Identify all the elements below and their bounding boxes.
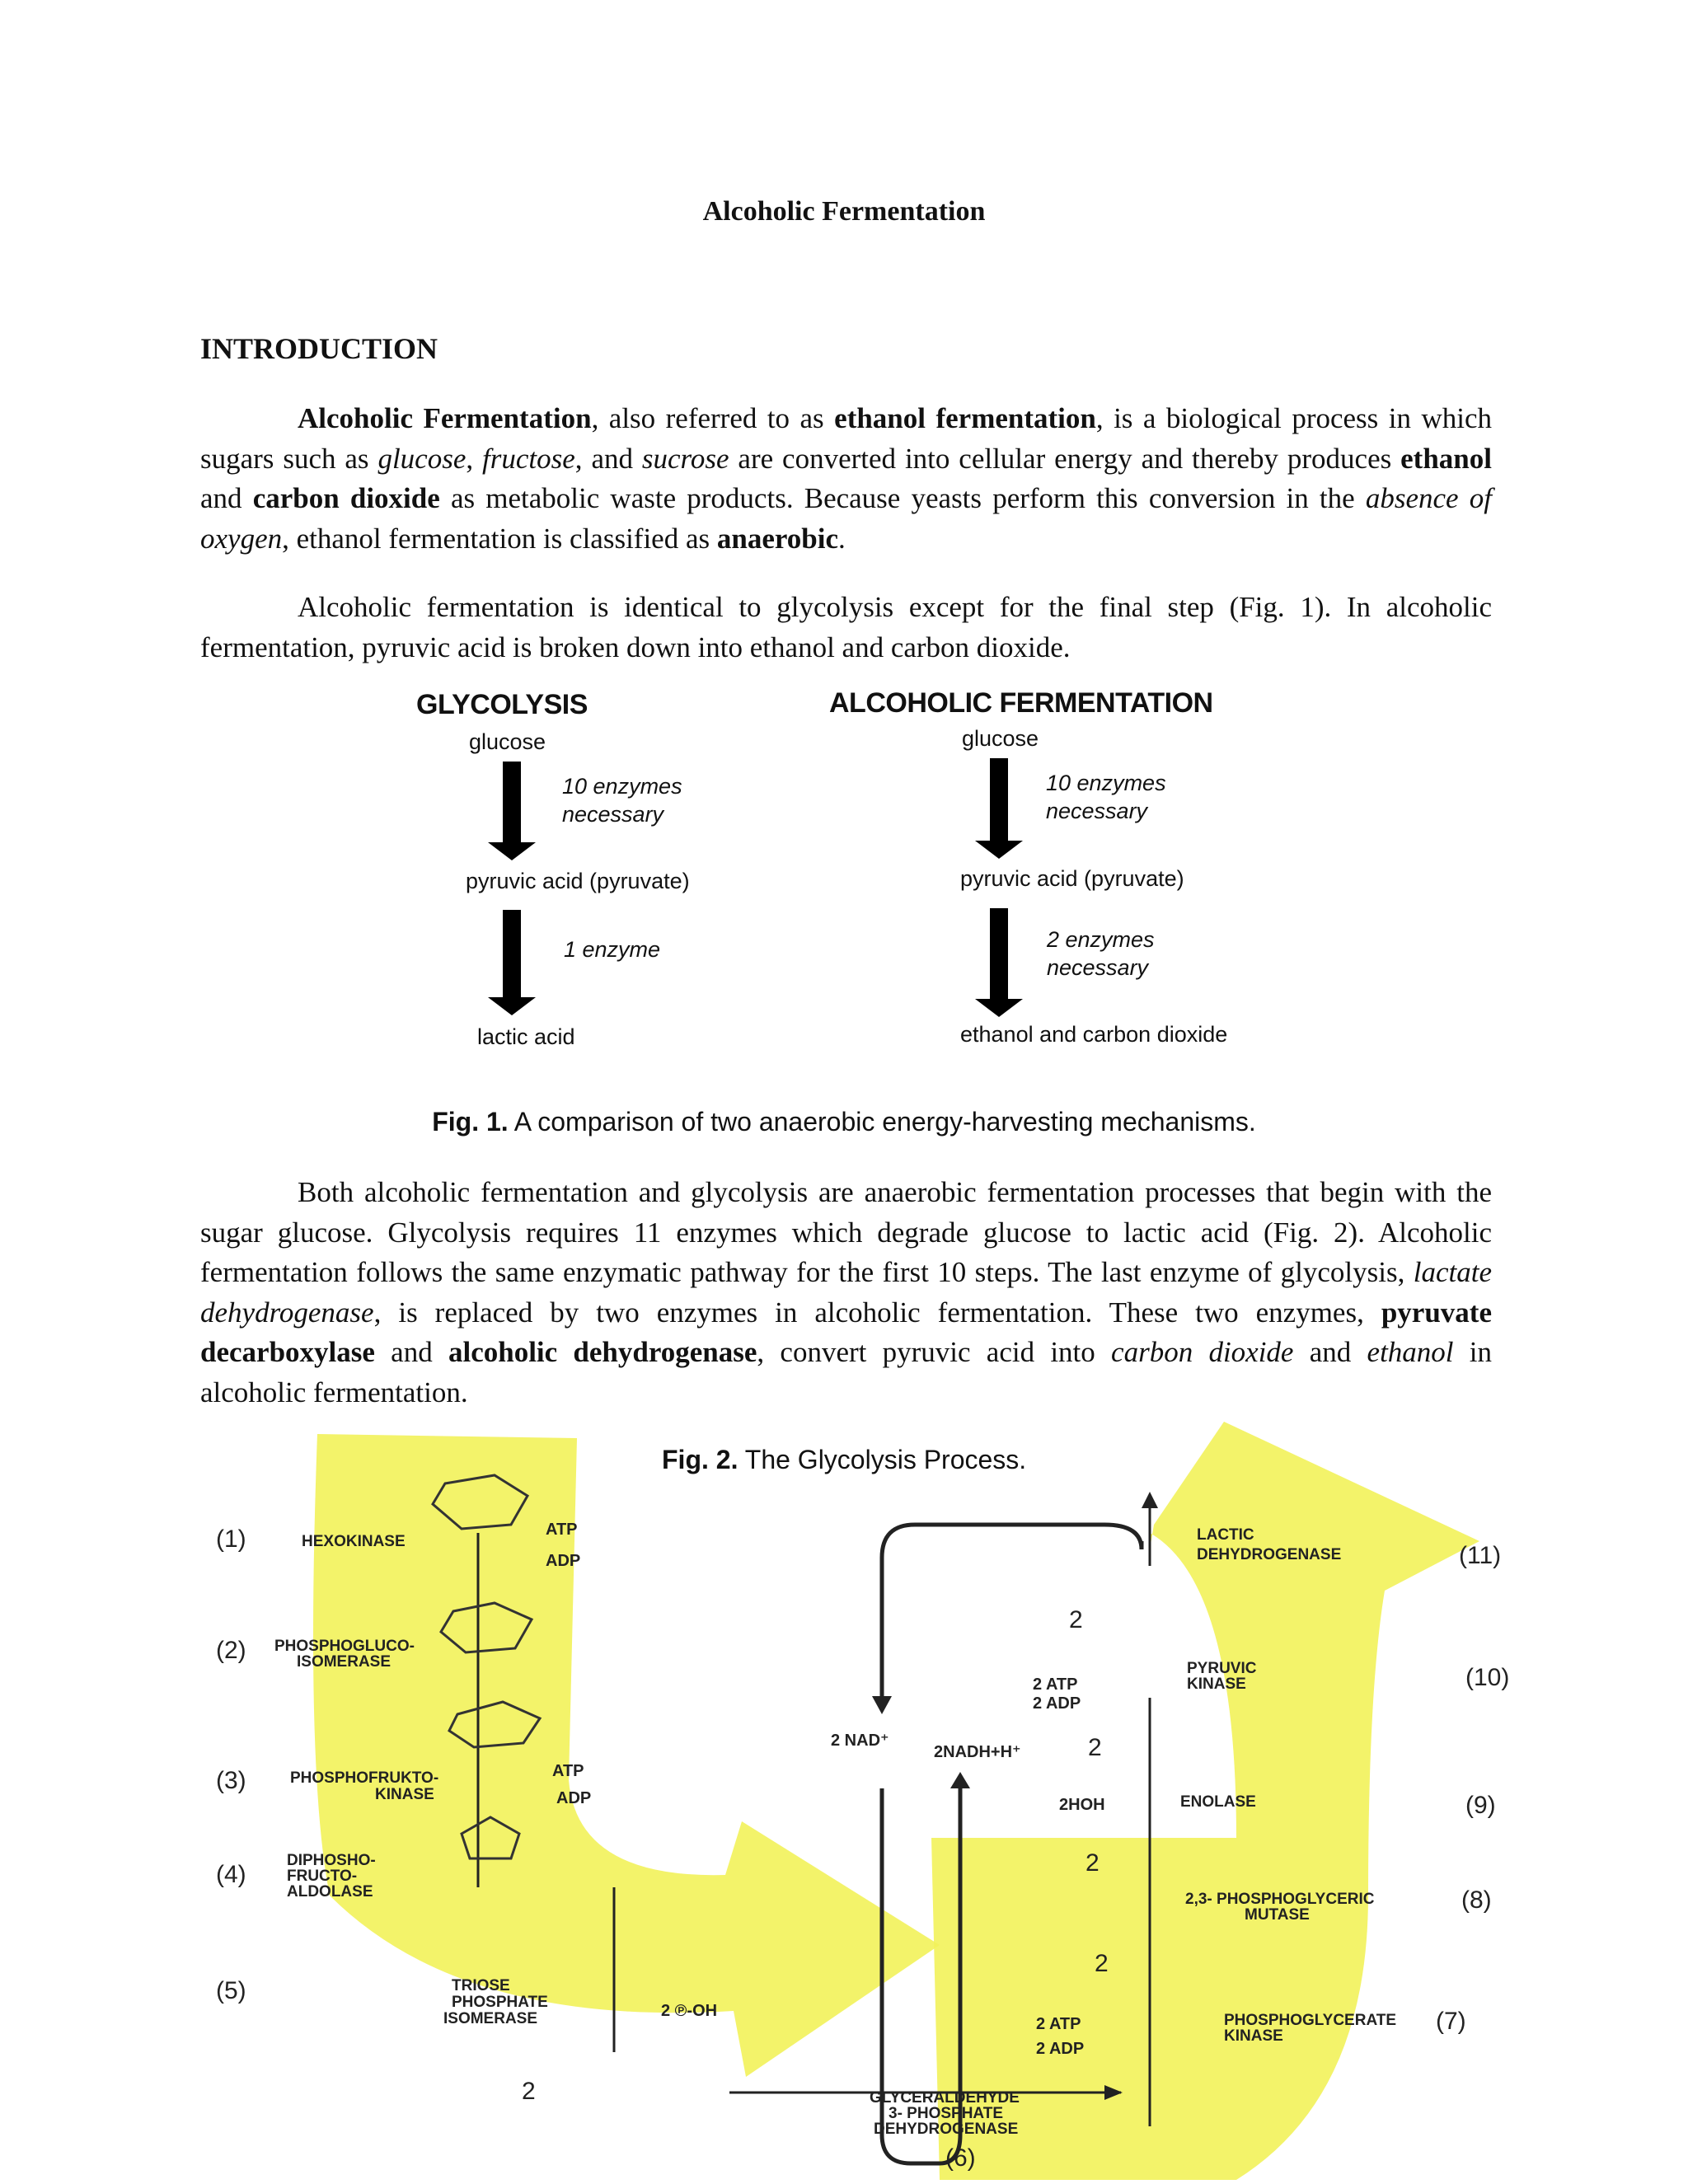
cofactor-atp: ATP: [546, 1521, 578, 1539]
enzyme-aldolase-2: FRUCTO-: [287, 1868, 358, 1885]
enzyme-aldolase-1: DIPHOSHO-: [287, 1852, 376, 1869]
term-alcoholic-fermentation: Alcoholic Fermentation: [298, 402, 592, 434]
step-5: (5): [216, 1977, 246, 2004]
step-9: (9): [1465, 1792, 1496, 1819]
enzyme-gapdh-3: DEHYDROGENASE: [874, 2121, 1019, 2138]
figure-2-caption: Fig. 2. The Glycolysis Process.: [662, 1445, 1027, 1474]
cofactor-2-p-oh: 2 ℗-OH: [661, 2002, 718, 2020]
enzyme-enolase: ENOLASE: [1180, 1793, 1256, 1811]
fermentation-enzymes-1: 10 enzymes necessary: [1046, 771, 1166, 823]
cofactor-adp: ADP: [556, 1789, 592, 1807]
step-8: (8): [1461, 1886, 1492, 1914]
step-10: (10): [1465, 1664, 1510, 1691]
glycolysis-enzymes-1: 10 enzymes necessary: [562, 774, 682, 827]
term-glucose: glucose: [377, 442, 467, 475]
enzyme-pgk-2: KINASE: [1224, 2027, 1283, 2045]
enzyme-gapdh-2: 3- PHOSPHATE: [889, 2105, 1004, 2122]
page-title: Alcoholic Fermentation: [702, 196, 986, 227]
glycolysis-end-label: lactic acid: [477, 1024, 575, 1049]
fermentation-end-label: ethanol and carbon dioxide: [960, 1022, 1228, 1047]
intro-paragraph-2: Alcoholic fermentation is identical to glycolysis except for the final step (Fig. 1). In alcoholic fermentation, pyruvic acid is broken down into ethanol and carbon dioxide.: [200, 591, 1492, 663]
cofactor-nadh: 2NADH+H⁺: [934, 1743, 1021, 1761]
enzyme-mutase-2: MUTASE: [1245, 1906, 1310, 1924]
arrowhead-icon: [950, 1772, 970, 1788]
stoich-2: 2: [1088, 1734, 1102, 1761]
step-3: (3): [216, 1767, 246, 1794]
term-absence-of-oxygen: absence of oxygen: [200, 482, 1492, 555]
stoich-2: 2: [522, 2078, 536, 2105]
enzyme-ldh-1: LACTIC: [1197, 1526, 1254, 1544]
enzyme-mutase-1: 2,3- PHOSPHOGLYCERIC: [1185, 1891, 1375, 1908]
cofactor-atp: ATP: [552, 1762, 584, 1780]
fermentation-start-label: glucose: [962, 726, 1039, 751]
fermentation-enzymes-2: 2 enzymes necessary: [1047, 927, 1155, 980]
cofactor-2atp: 2 ATP: [1036, 2015, 1081, 2033]
step-6: (6): [945, 2144, 976, 2172]
stoich-2: 2: [1085, 1849, 1100, 1877]
enzyme-hexokinase: HEXOKINASE: [302, 1533, 406, 1550]
term-anaerobic: anaerobic: [716, 522, 839, 555]
term-lactate-dehydrogenase: lactate dehydrogenase: [200, 1256, 1492, 1329]
highlight-band-left: [313, 1434, 940, 2077]
cofactor-2atp: 2 ATP: [1033, 1675, 1078, 1694]
section-heading: INTRODUCTION: [200, 332, 438, 365]
fermentation-middle-label: pyruvic acid (pyruvate): [960, 866, 1184, 891]
enzyme-pk-2: KINASE: [1187, 1675, 1246, 1693]
step-11: (11): [1459, 1542, 1502, 1569]
term-carbon-dioxide-2: carbon dioxide: [1111, 1336, 1294, 1368]
figure-1-caption: Fig. 1. A comparison of two anaerobic energy-harvesting mechanisms.: [432, 1107, 1256, 1137]
cofactor-hoh: 2HOH: [1059, 1796, 1105, 1814]
enzyme-pgi-2: ISOMERASE: [297, 1653, 392, 1671]
arrowhead-icon: [872, 1696, 892, 1714]
enzyme-pk-1: PYRUVIC: [1187, 1660, 1257, 1677]
enzyme-pfk-2: KINASE: [375, 1786, 434, 1803]
step-7: (7): [1436, 2008, 1466, 2035]
enzyme-ldh-2: DEHYDROGENASE: [1197, 1546, 1342, 1563]
fermentation-heading: ALCOHOLIC FERMENTATION: [829, 687, 1213, 719]
step-4: (4): [216, 1861, 246, 1888]
enzyme-pgi-1: PHOSPHOGLUCO-: [274, 1638, 415, 1655]
stoich-2: 2: [1069, 1606, 1083, 1633]
glycolysis-enzymes-2: 1 enzyme: [564, 937, 661, 962]
enzyme-gapdh-1: GLYCERALDEHYDE: [870, 2089, 1020, 2107]
term-pyruvate-decarboxylase: pyruvate decarboxylase: [200, 1296, 1492, 1368]
glycolysis-middle-label: pyruvic acid (pyruvate): [466, 869, 690, 893]
enzyme-pgk-1: PHOSPHOGLYCERATE: [1224, 2012, 1397, 2029]
term-ethanol: ethanol: [1400, 442, 1492, 475]
cofactor-2adp: 2 ADP: [1036, 2040, 1085, 2058]
cofactor-2adp: 2 ADP: [1033, 1694, 1081, 1713]
term-ethanol-fermentation: ethanol fermentation: [834, 402, 1096, 434]
term-carbon-dioxide: carbon dioxide: [252, 482, 440, 514]
term-alcoholic-dehydrogenase: alcoholic dehydrogenase: [448, 1336, 757, 1368]
enzyme-pfk-1: PHOSPHOFRUKTO-: [290, 1769, 439, 1787]
term-sucrose: sucrose: [641, 442, 729, 475]
cofactor-adp: ADP: [546, 1552, 581, 1570]
step-2: (2): [216, 1637, 246, 1664]
enzyme-tpi-2: PHOSPHATE: [452, 1994, 548, 2011]
glycolysis-start-label: glucose: [469, 729, 546, 754]
step-1: (1): [216, 1526, 246, 1553]
cofactor-nad: 2 NAD⁺: [831, 1732, 889, 1750]
intro-paragraph-1: Alcoholic Fermentation, also referred to as ethanol fermentation, is a biological process in which sugars such as glucose, fructose, and sucrose are converted into cellular energy and thereby produces ethanol and carbon dioxide as metabolic waste products. Because yeasts perform this conversion in the absence of oxygen, ethanol fermentation is classified as anaerobic.: [200, 402, 1492, 555]
enzyme-aldolase-3: ALDOLASE: [287, 1883, 373, 1900]
body-paragraph-3: Both alcoholic fermentation and glycolysis are anaerobic fermentation processes that begin with the sugar glucose. Glycolysis requires 11 enzymes which degrade glucose to lactic acid (Fig. 2). Alcoholic fermentation follows the same enzymatic pathway for the first 10 steps. The last enzyme of glycolysis, lactate dehydrogenase, is replaced by two enzymes in alcoholic fermentation. These two enzymes, pyruvate decarboxylase and alcoholic dehydrogenase, convert pyruvic acid into carbon dioxide and ethanol in alcoholic fermentation.: [200, 1176, 1492, 1408]
term-ethanol-2: ethanol: [1367, 1336, 1454, 1368]
enzyme-tpi-3: ISOMERASE: [443, 2010, 538, 2027]
stoich-2: 2: [1095, 1950, 1109, 1977]
arrowhead-icon: [1142, 1492, 1158, 1508]
glycolysis-heading: GLYCOLYSIS: [416, 689, 588, 720]
enzyme-tpi-1: TRIOSE: [452, 1977, 510, 1994]
term-fructose: fructose: [482, 442, 575, 475]
